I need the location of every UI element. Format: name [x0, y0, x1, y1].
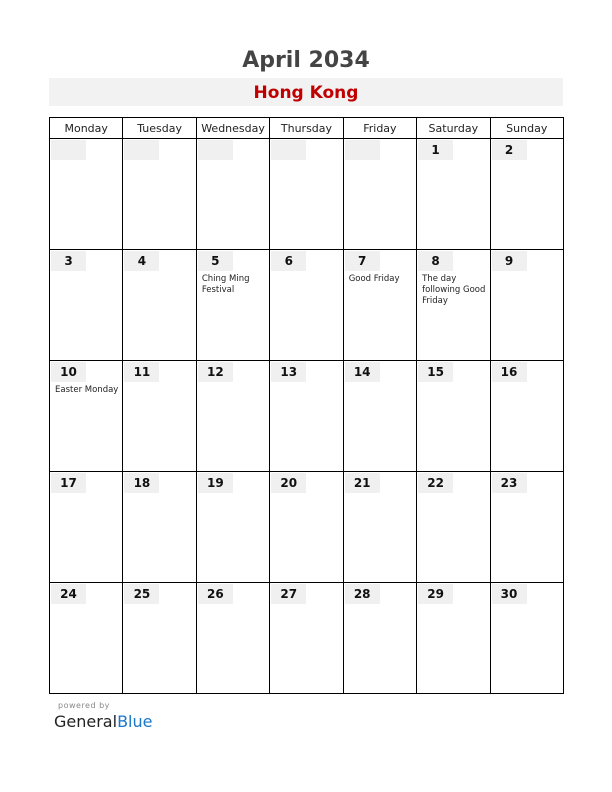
- week-row: [50, 250, 564, 361]
- day-number: 18: [124, 473, 159, 493]
- day-cell[interactable]: [196, 583, 269, 694]
- day-cell[interactable]: [270, 250, 343, 361]
- calendar-title: April 2034: [242, 48, 370, 73]
- day-cell[interactable]: [490, 583, 563, 694]
- day-number: 8: [418, 251, 453, 271]
- day-cell[interactable]: [270, 472, 343, 583]
- day-cell[interactable]: [490, 139, 563, 250]
- day-cell[interactable]: [196, 139, 269, 250]
- day-cell[interactable]: [490, 472, 563, 583]
- weekday-header-row: [50, 118, 564, 139]
- week-row: [50, 361, 564, 472]
- day-cell[interactable]: [490, 250, 563, 361]
- day-cell[interactable]: [343, 583, 416, 694]
- day-number: 25: [124, 584, 159, 604]
- holiday-label: Easter Monday: [55, 385, 119, 395]
- day-number: 30: [492, 584, 527, 604]
- day-cell[interactable]: [417, 583, 490, 694]
- day-number: 2: [492, 140, 527, 160]
- day-number: 29: [418, 584, 453, 604]
- day-number: 3: [51, 251, 86, 271]
- week-row: [50, 583, 564, 694]
- weekday-header: Friday: [343, 118, 416, 139]
- day-cell[interactable]: [270, 361, 343, 472]
- day-number: 9: [492, 251, 527, 271]
- weekday-header: Thursday: [270, 118, 343, 139]
- day-cell[interactable]: [123, 472, 196, 583]
- logo-general-text: General: [54, 712, 118, 731]
- day-number: 26: [198, 584, 233, 604]
- holiday-label: Ching Ming Festival: [201, 274, 250, 295]
- day-cell[interactable]: [343, 139, 416, 250]
- day-number: 15: [418, 362, 453, 382]
- day-number: 5: [198, 251, 233, 271]
- empty-day-marker: [51, 140, 86, 160]
- weekday-header: Wednesday: [196, 118, 269, 139]
- day-cell[interactable]: [123, 583, 196, 694]
- day-cell[interactable]: [123, 250, 196, 361]
- day-cell[interactable]: [417, 250, 490, 361]
- day-number: 19: [198, 473, 233, 493]
- day-number: 27: [271, 584, 306, 604]
- day-number: 23: [492, 473, 527, 493]
- day-cell[interactable]: [490, 361, 563, 472]
- day-number: 14: [345, 362, 380, 382]
- day-cell[interactable]: [417, 361, 490, 472]
- weekday-header: Saturday: [417, 118, 490, 139]
- day-cell[interactable]: [196, 472, 269, 583]
- day-number: 22: [418, 473, 453, 493]
- day-number: 21: [345, 473, 380, 493]
- day-cell[interactable]: [270, 139, 343, 250]
- day-number: 17: [51, 473, 86, 493]
- day-number: 28: [345, 584, 380, 604]
- day-number: 13: [271, 362, 306, 382]
- day-number: 4: [124, 251, 159, 271]
- day-number: 20: [271, 473, 306, 493]
- holiday-label: Good Friday: [348, 274, 400, 284]
- day-cell[interactable]: [270, 583, 343, 694]
- day-number: 24: [51, 584, 86, 604]
- day-cell[interactable]: [50, 361, 123, 472]
- day-number: 12: [198, 362, 233, 382]
- day-cell[interactable]: [343, 361, 416, 472]
- generalblue-logo[interactable]: [54, 712, 152, 731]
- powered-by-text: powered by: [58, 701, 110, 710]
- calendar-body: [50, 139, 564, 694]
- region-banner: [49, 78, 563, 106]
- day-number: 7: [345, 251, 380, 271]
- day-cell[interactable]: [196, 361, 269, 472]
- empty-day-marker: [345, 140, 380, 160]
- day-number: 16: [492, 362, 527, 382]
- day-cell[interactable]: [196, 250, 269, 361]
- day-number: 1: [418, 140, 453, 160]
- day-number: 11: [124, 362, 159, 382]
- empty-day-marker: [124, 140, 159, 160]
- day-cell[interactable]: [50, 583, 123, 694]
- holiday-label: The day following Good Friday: [422, 274, 486, 306]
- day-cell[interactable]: [123, 139, 196, 250]
- day-cell[interactable]: [50, 139, 123, 250]
- day-cell[interactable]: [343, 250, 416, 361]
- week-row: [50, 139, 564, 250]
- weekday-header: Monday: [50, 118, 123, 139]
- region-name: Hong Kong: [253, 83, 359, 103]
- day-number: 6: [271, 251, 306, 271]
- calendar-grid: [49, 117, 564, 694]
- day-number: 10: [51, 362, 86, 382]
- empty-day-marker: [198, 140, 233, 160]
- weekday-header: Sunday: [490, 118, 563, 139]
- empty-day-marker: [271, 140, 306, 160]
- day-cell[interactable]: [417, 139, 490, 250]
- day-cell[interactable]: [343, 472, 416, 583]
- day-cell[interactable]: [50, 250, 123, 361]
- weekday-header: Tuesday: [123, 118, 196, 139]
- day-cell[interactable]: [417, 472, 490, 583]
- logo-blue-text: Blue: [117, 712, 153, 731]
- day-cell[interactable]: [123, 361, 196, 472]
- week-row: [50, 472, 564, 583]
- day-cell[interactable]: [50, 472, 123, 583]
